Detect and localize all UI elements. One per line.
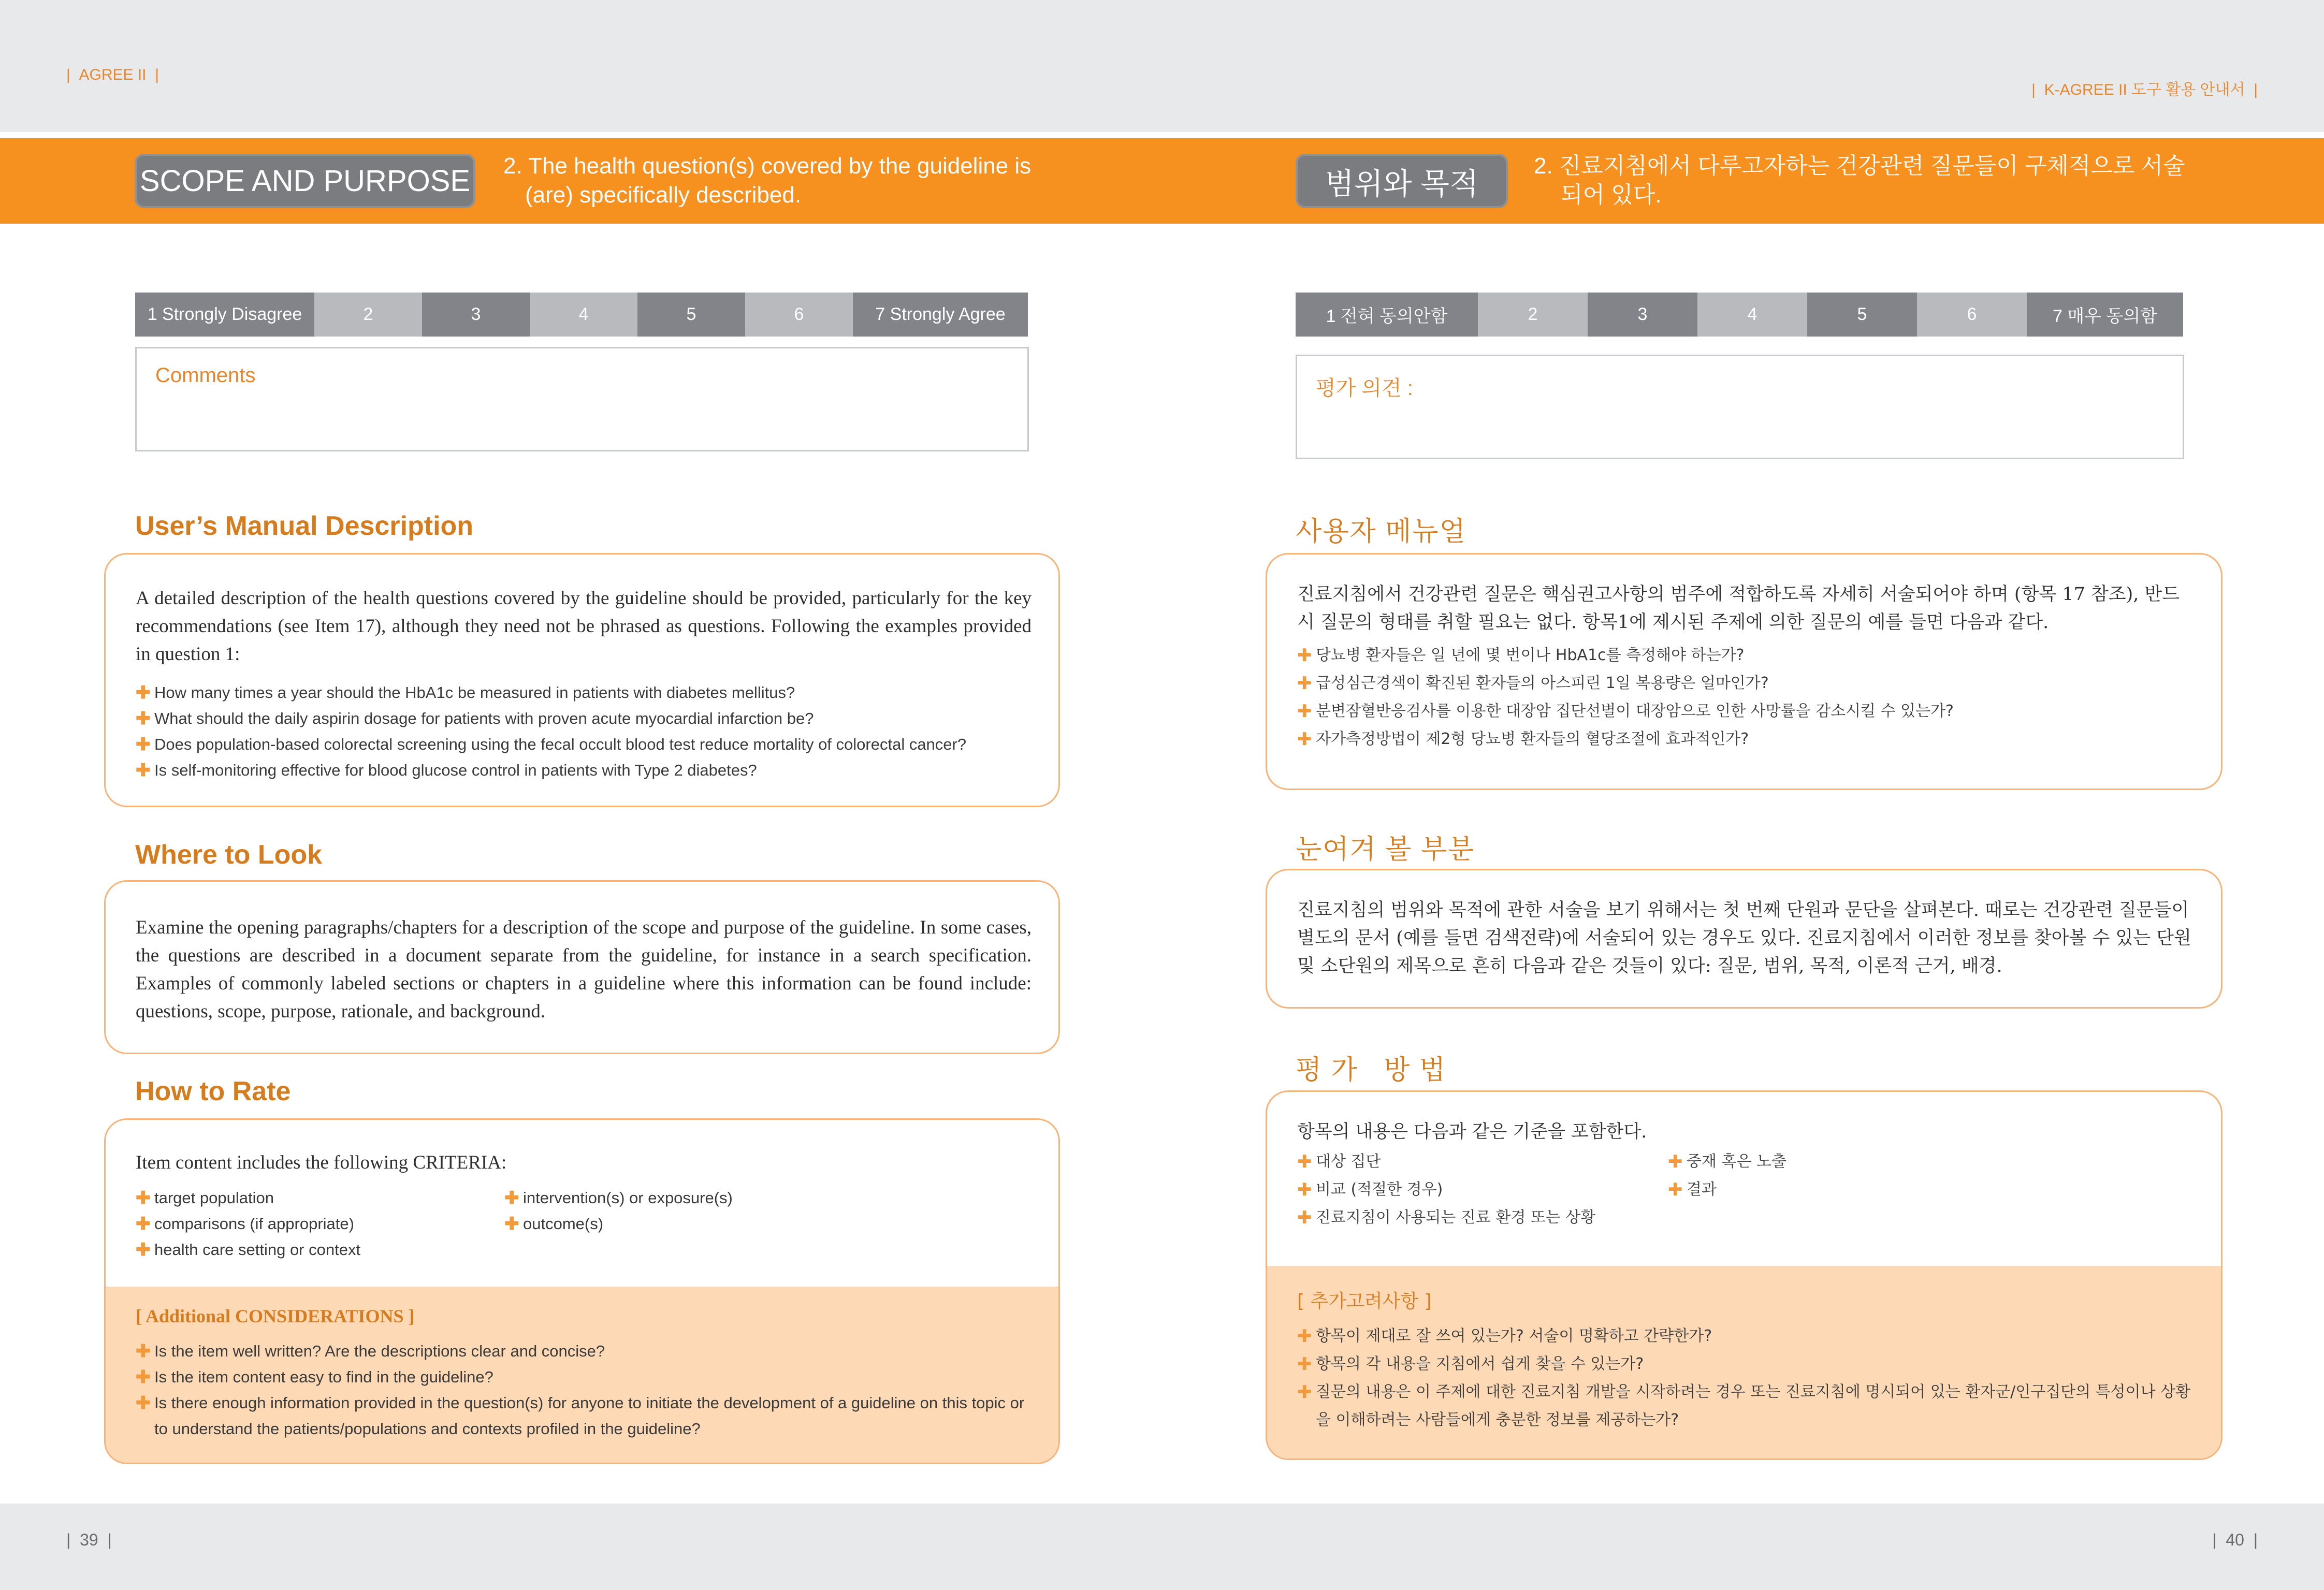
rating-scale-left xyxy=(135,293,1028,337)
scale-option-4[interactable]: 4 xyxy=(530,293,637,337)
scale-option-3[interactable]: 3 xyxy=(422,293,530,337)
rate-intro: Item content includes the following CRITERIA: xyxy=(136,1152,507,1173)
considerations-title: [ Additional CONSIDERATIONS ] xyxy=(136,1306,415,1326)
considerations-list xyxy=(1297,1322,2193,1434)
criteria-list-col1 xyxy=(136,1185,504,1263)
scale-option-5[interactable]: 5 xyxy=(637,293,745,337)
list-item: ✚ 비교 (적절한 경우) xyxy=(1297,1176,1668,1204)
list-item: ✚ 진료지침이 사용되는 진료 환경 또는 상황 xyxy=(1297,1204,1668,1232)
plus-icon: ✚ xyxy=(1297,645,1312,666)
rate-heading-right: 평 가 방 법 xyxy=(1296,1055,1447,1085)
page-number-right: | 40 | xyxy=(2212,1530,2258,1549)
where-box-right xyxy=(1266,869,2223,1009)
page-number-left: | 39 | xyxy=(66,1530,112,1549)
top-band xyxy=(0,0,2324,132)
item-header-band xyxy=(0,138,2324,224)
considerations-title: [ 추가고려사항 ] xyxy=(1297,1291,1432,1312)
plus-icon: ✚ xyxy=(504,1188,519,1208)
rate-heading-left: How to Rate xyxy=(135,1076,291,1106)
list-item: ✚ 자가측정방법이 제2형 당뇨병 환자들의 혈당조절에 효과적인가? xyxy=(1297,725,2193,753)
running-header-right: | K-AGREE II 도구 활용 안내서 | xyxy=(2031,81,2258,98)
bottom-band xyxy=(0,1504,2324,1590)
list-item: ✚ intervention(s) or exposure(s) xyxy=(504,1185,733,1211)
scale-option-7[interactable]: 7 Strongly Agree xyxy=(853,293,1028,337)
plus-icon: ✚ xyxy=(1297,1179,1312,1200)
criteria-list-col2 xyxy=(504,1185,733,1263)
running-header-left: | AGREE II | xyxy=(66,66,159,83)
plus-icon: ✚ xyxy=(1297,729,1312,750)
scale-option-7[interactable]: 7 매우 동의함 xyxy=(2027,293,2183,337)
manual-paragraph: A detailed description of the health questions covered by the guideline should be provided, particularly for the key recommendations (see Item 17), although they need not be phrased as questions. Following the examples provided in question 1: xyxy=(136,588,1032,665)
plus-icon: ✚ xyxy=(1297,1207,1312,1228)
plus-icon: ✚ xyxy=(1297,1354,1312,1375)
item-title-left: 2. The health question(s) covered by the guideline is (are) specifically described. xyxy=(503,153,1032,208)
list-item: ✚ Does population-based colorectal screening using the fecal occult blood test reduce mortality of colorectal cancer? xyxy=(136,732,1032,757)
manual-bullet-list xyxy=(136,680,1032,783)
plus-icon: ✚ xyxy=(136,735,151,754)
plus-icon: ✚ xyxy=(136,1188,151,1208)
list-item: ✚ 질문의 내용은 이 주제에 대한 진료지침 개발을 시작하려는 경우 또는 진료지침에 명시되어 있는 환자군/인구집단의 특성이나 상황을 이해하려는 사람들에게 충분한 정보를 제공하는가? xyxy=(1297,1378,2193,1434)
scale-option-6[interactable]: 6 xyxy=(1917,293,2027,337)
manual-bullet-list xyxy=(1297,641,2193,753)
plus-icon: ✚ xyxy=(136,1341,151,1361)
list-item: ✚ outcome(s) xyxy=(504,1211,733,1237)
scale-option-1[interactable]: 1 Strongly Disagree xyxy=(135,293,314,337)
plus-icon: ✚ xyxy=(1668,1151,1683,1172)
list-item: ✚ 분변잠혈반응검사를 이용한 대장암 집단선별이 대장암으로 인한 사망률을 감소시킬 수 있는가? xyxy=(1297,697,2193,725)
manual-box-left xyxy=(104,553,1060,807)
list-item: ✚ 당뇨병 환자들은 일 년에 몇 번이나 HbA1c를 측정해야 하는가? xyxy=(1297,641,2193,669)
considerations-panel-right xyxy=(1267,1266,2221,1458)
list-item: ✚ 결과 xyxy=(1668,1176,1786,1204)
list-item: ✚ Is there enough information provided in the question(s) for anyone to initiate the development of a guideline on this topic or to understand the patients/populations and contexts profiled in the guideline? xyxy=(136,1390,1032,1442)
list-item: ✚ How many times a year should the HbA1c be measured in patients with diabetes mellitus? xyxy=(136,680,1032,706)
comments-label: Comments xyxy=(155,364,256,387)
list-item: ✚ What should the daily aspirin dosage for patients with proven acute myocardial infarction be? xyxy=(136,706,1032,732)
plus-icon: ✚ xyxy=(136,1240,151,1260)
manual-box-right xyxy=(1266,553,2223,790)
considerations-list xyxy=(136,1338,1032,1442)
section-tag-right: 범위와 목적 xyxy=(1296,154,1508,208)
list-item: ✚ 항목이 제대로 잘 쓰여 있는가? 서술이 명확하고 간략한가? xyxy=(1297,1322,2193,1350)
list-item: ✚ health care setting or context xyxy=(136,1237,504,1263)
list-item: ✚ 대상 집단 xyxy=(1297,1148,1668,1176)
scale-option-3[interactable]: 3 xyxy=(1588,293,1697,337)
plus-icon: ✚ xyxy=(136,1214,151,1234)
item-title-right: 2. 진료지침에서 다루고자하는 건강관련 질문들이 구체적으로 서술 되어 있다. xyxy=(1534,153,2185,208)
rate-box-left xyxy=(104,1118,1060,1464)
where-paragraph: 진료지침의 범위와 목적에 관한 서술을 보기 위해서는 첫 번째 단원과 문단을 살펴본다. 때로는 건강관련 질문들이 별도의 문서 (예를 들면 검색전략)에 서술되어 있는 경우도 있다. 진료지침에서 이러한 정보를 찾아볼 수 있는 단원 및 소단원의 제목으로 흔히 다음과 같은 것들이 있다: 질문, 범위, 목적, 이론적 근거, 배경. xyxy=(1297,900,2191,976)
plus-icon: ✚ xyxy=(1668,1179,1683,1200)
where-paragraph: Examine the opening paragraphs/chapters for a description of the scope and purpose of the guideline. In some cases, the questions are described in a document separate from the guideline, for instance in a search specification. Examples of commonly labeled sections or chapters in a guideline where this information can be found include: questions, scope, purpose, rationale, and background. xyxy=(136,917,1032,1022)
comments-box-right[interactable] xyxy=(1296,355,2184,459)
plus-icon: ✚ xyxy=(1297,701,1312,722)
scale-option-4[interactable]: 4 xyxy=(1697,293,1807,337)
scale-option-2[interactable]: 2 xyxy=(1478,293,1588,337)
plus-icon: ✚ xyxy=(1297,1151,1312,1172)
rating-scale-right xyxy=(1296,293,2183,337)
scale-option-6[interactable]: 6 xyxy=(745,293,853,337)
list-item: ✚ 항목의 각 내용을 지침에서 쉽게 찾을 수 있는가? xyxy=(1297,1350,2193,1378)
plus-icon: ✚ xyxy=(1297,1382,1312,1403)
list-item: ✚ Is self-monitoring effective for blood glucose control in patients with Type 2 diabetes? xyxy=(136,757,1032,783)
plus-icon: ✚ xyxy=(1297,673,1312,694)
manual-heading-left: User’s Manual Description xyxy=(135,511,474,541)
scale-option-2[interactable]: 2 xyxy=(314,293,422,337)
where-heading-right: 눈여겨 볼 부분 xyxy=(1296,835,1475,865)
list-item: ✚ Is the item well written? Are the descriptions clear and concise? xyxy=(136,1338,1032,1364)
criteria-list-col2 xyxy=(1668,1148,1786,1232)
rate-intro: 항목의 내용은 다음과 같은 기준을 포함한다. xyxy=(1297,1121,1647,1142)
plus-icon: ✚ xyxy=(136,709,151,728)
list-item: ✚ comparisons (if appropriate) xyxy=(136,1211,504,1237)
list-item: ✚ 급성심근경색이 확진된 환자들의 아스피린 1일 복용량은 얼마인가? xyxy=(1297,669,2193,697)
section-tag-left: SCOPE AND PURPOSE xyxy=(135,154,475,208)
plus-icon: ✚ xyxy=(1297,1326,1312,1347)
where-box-left xyxy=(104,880,1060,1054)
plus-icon: ✚ xyxy=(504,1214,519,1234)
list-item: ✚ target population xyxy=(136,1185,504,1211)
list-item: ✚ Is the item content easy to find in the guideline? xyxy=(136,1364,1032,1390)
plus-icon: ✚ xyxy=(136,1393,151,1413)
plus-icon: ✚ xyxy=(136,683,151,703)
plus-icon: ✚ xyxy=(136,1367,151,1387)
comments-box-left[interactable] xyxy=(135,347,1029,451)
rate-box-right xyxy=(1266,1090,2223,1460)
list-item: ✚ 중재 혹은 노출 xyxy=(1668,1148,1786,1176)
manual-paragraph: 진료지침에서 건강관련 질문은 핵심권고사항의 범주에 적합하도록 자세히 서술되어야 하며 (항목 17 참조), 반드시 질문의 형태를 취할 필요는 없다. 항목1에 제시된 주제에 의한 질문의 예를 들면 다음과 같다. xyxy=(1297,584,2180,633)
comments-label: 평가 의견 : xyxy=(1316,377,1413,400)
criteria-list-col1 xyxy=(1297,1148,1668,1232)
manual-heading-right: 사용자 메뉴얼 xyxy=(1296,517,1466,547)
considerations-panel-left xyxy=(106,1287,1058,1463)
plus-icon: ✚ xyxy=(136,761,151,780)
where-heading-left: Where to Look xyxy=(135,840,323,870)
scale-option-1[interactable]: 1 전혀 동의안함 xyxy=(1296,293,1478,337)
scale-option-5[interactable]: 5 xyxy=(1807,293,1917,337)
